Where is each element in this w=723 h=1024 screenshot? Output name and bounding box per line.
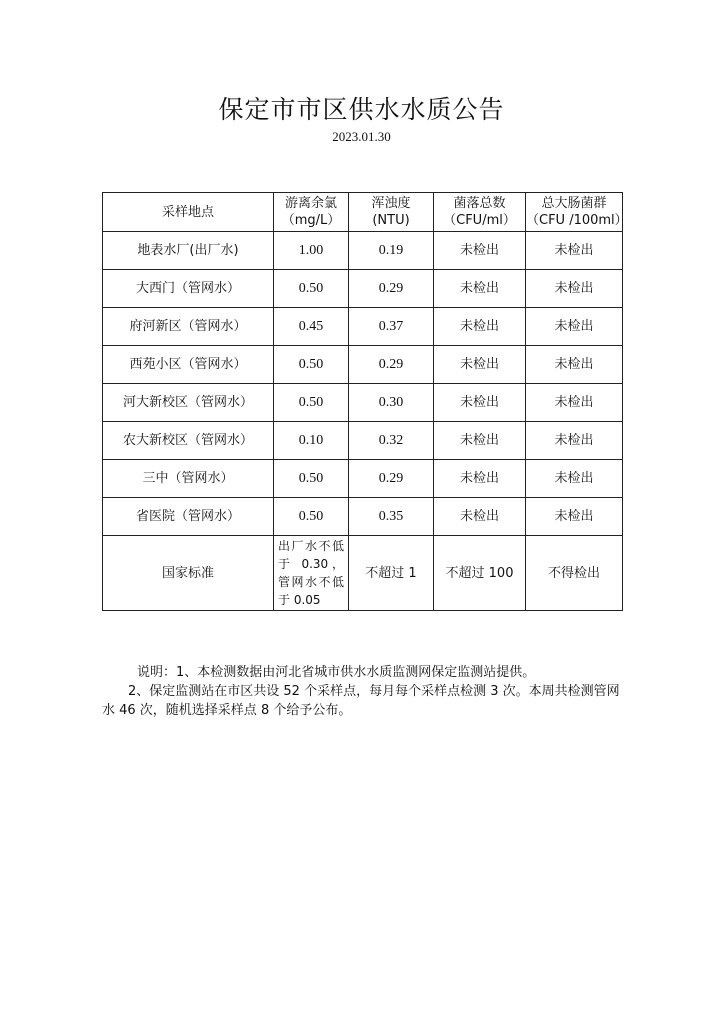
site-cell: 省医院（管网水）	[103, 498, 274, 536]
chlorine-cell: 0.50	[274, 270, 349, 308]
bacteria-cell: 未检出	[434, 346, 526, 384]
standard-bacteria-cell: 不超过 100	[434, 536, 526, 611]
table-row	[103, 384, 623, 422]
turbidity-cell: 0.29	[349, 346, 434, 384]
header-site: 采样地点	[103, 193, 274, 232]
bacteria-cell: 未检出	[434, 422, 526, 460]
table-row	[103, 346, 623, 384]
national-standard-row	[103, 536, 623, 611]
table-header-row	[103, 193, 623, 232]
notes-section	[102, 663, 622, 720]
water-quality-table	[102, 192, 628, 611]
chlorine-cell: 1.00	[274, 232, 349, 270]
coliform-cell: 未检出	[526, 460, 623, 498]
header-coliform: 总大肠菌群 （CFU /100ml）	[526, 193, 623, 232]
site-cell: 府河新区（管网水）	[103, 308, 274, 346]
bacteria-cell: 未检出	[434, 308, 526, 346]
coliform-cell: 未检出	[526, 498, 623, 536]
site-cell: 地表水厂(出厂水)	[103, 232, 274, 270]
bacteria-cell: 未检出	[434, 498, 526, 536]
coliform-cell: 未检出	[526, 232, 623, 270]
note-line-2: 2、保定监测站在市区共设 52 个采样点，每月每个采样点检测 3 次。本周共检测管网水 46 次，随机选择采样点 8 个给予公布。	[102, 684, 620, 718]
chlorine-cell: 0.50	[274, 346, 349, 384]
table-row	[103, 498, 623, 536]
bacteria-cell: 未检出	[434, 270, 526, 308]
bacteria-cell: 未检出	[434, 460, 526, 498]
site-cell: 西苑小区（管网水）	[103, 346, 274, 384]
table-row	[103, 308, 623, 346]
chlorine-cell: 0.50	[274, 460, 349, 498]
note-line-1: 说明：1、本检测数据由河北省城市供水水质监测网保定监测站提供。	[137, 665, 536, 680]
table-row	[103, 270, 623, 308]
turbidity-cell: 0.29	[349, 460, 434, 498]
standard-coliform-cell: 不得检出	[526, 536, 623, 611]
page-title: 保定市市区供水水质公告	[218, 95, 505, 124]
standard-chlorine-text: 出厂水不低于 0.30，管网水不低于 0.05	[278, 539, 344, 607]
site-cell: 河大新校区（管网水）	[103, 384, 274, 422]
header-chlorine: 游离余氯 （mg/L）	[274, 193, 349, 232]
table-row	[103, 460, 623, 498]
chlorine-cell: 0.50	[274, 384, 349, 422]
coliform-cell: 未检出	[526, 270, 623, 308]
coliform-cell: 未检出	[526, 384, 623, 422]
turbidity-cell: 0.19	[349, 232, 434, 270]
table-row	[103, 232, 623, 270]
turbidity-cell: 0.32	[349, 422, 434, 460]
coliform-cell: 未检出	[526, 308, 623, 346]
chlorine-cell: 0.45	[274, 308, 349, 346]
turbidity-cell: 0.35	[349, 498, 434, 536]
standard-turbidity-cell: 不超过 1	[349, 536, 434, 611]
bacteria-cell: 未检出	[434, 384, 526, 422]
turbidity-cell: 0.37	[349, 308, 434, 346]
header-turbidity: 浑浊度 (NTU)	[349, 193, 434, 232]
coliform-cell: 未检出	[526, 422, 623, 460]
header-bacteria: 菌落总数 （CFU/ml）	[434, 193, 526, 232]
table-row	[103, 422, 623, 460]
site-cell: 三中（管网水）	[103, 460, 274, 498]
turbidity-cell: 0.29	[349, 270, 434, 308]
chlorine-cell: 0.50	[274, 498, 349, 536]
coliform-cell: 未检出	[526, 346, 623, 384]
standard-label-cell: 国家标准	[103, 536, 274, 611]
bacteria-cell: 未检出	[434, 232, 526, 270]
site-cell: 大西门（管网水）	[103, 270, 274, 308]
turbidity-cell: 0.30	[349, 384, 434, 422]
announcement-date: 2023.01.30	[332, 129, 391, 144]
standard-chlorine-cell	[274, 536, 349, 611]
site-cell: 农大新校区（管网水）	[103, 422, 274, 460]
chlorine-cell: 0.10	[274, 422, 349, 460]
